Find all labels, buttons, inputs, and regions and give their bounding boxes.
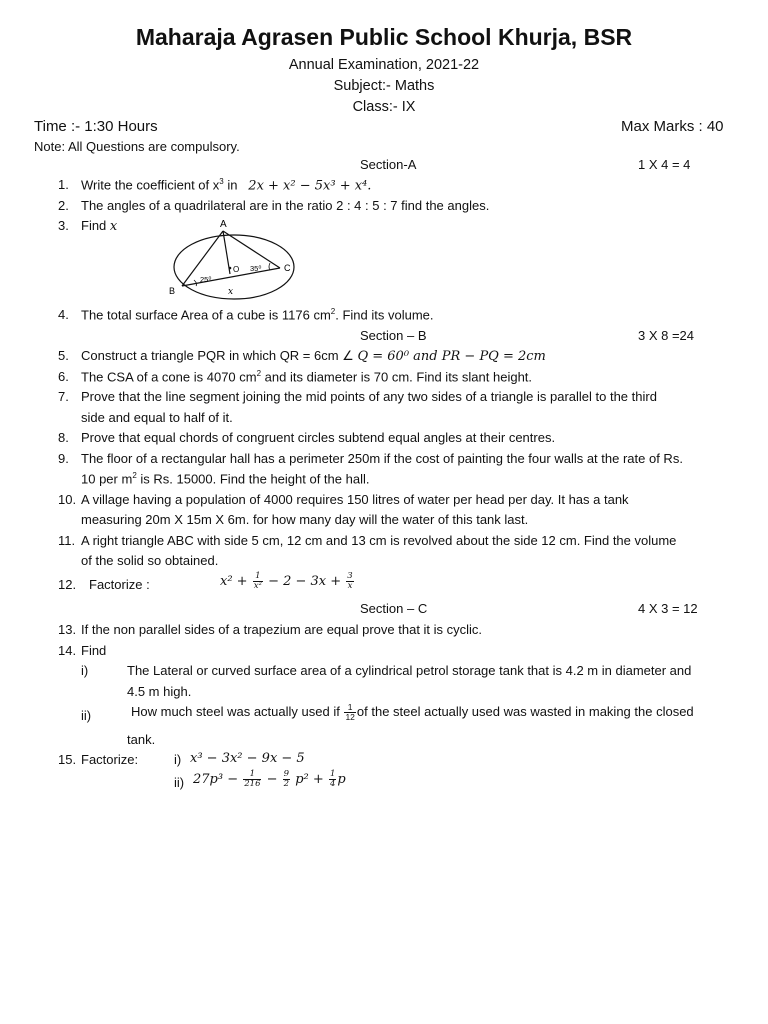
section-a-title: Section-A <box>360 157 417 172</box>
q6-after: and its diameter is 70 cm. Find its slant height. <box>261 369 533 385</box>
center-point <box>229 267 232 270</box>
q9-line1: The floor of a rectangular hall has a perimeter 250m if the cost of painting the four walls at the rate of Rs. <box>81 451 683 466</box>
q1-text: Write the coefficient of x <box>81 177 220 193</box>
q14-ii-line1: How much steel was actually used if $\frac{1}{12}$ of the steel actually used was wasted in making the closed <box>131 702 694 722</box>
q9-line2a: 10 per m <box>81 471 133 487</box>
label-a: A <box>220 219 227 230</box>
q12-expression: x² + $\frac{1}{\text{x²}}$ − 2 − 3x + $\frac{3}{x}$ <box>220 571 353 591</box>
q10-line2: measuring 20m X 15m X 6m. for how many day will the water of this tank last. <box>81 512 529 527</box>
q15-text: Factorize: <box>81 752 139 767</box>
school-name: Maharaja Agrasen Public School Khurja, BSR <box>135 24 633 50</box>
q8-text: Prove that equal chords of congruent circles subtend equal angles at their centres. <box>81 430 556 445</box>
q4-text: The total surface Area of a cube is 1176 cm <box>81 307 331 323</box>
q13-text: If the non parallel sides of a trapezium are equal prove that it is cyclic. <box>81 622 483 637</box>
q1-number: 1. <box>58 177 69 192</box>
section-b-marks: 3 X 8 =24 <box>638 328 695 343</box>
section-c-marks: 4 X 3 = 12 <box>638 601 698 616</box>
q7-line2: side and equal to half of it. <box>81 410 233 425</box>
circle-diagram <box>160 212 310 307</box>
q7-number: 7. <box>58 389 69 404</box>
label-o: O <box>233 265 240 274</box>
q11-line2: of the solid so obtained. <box>81 553 219 568</box>
q14-i-label: i) <box>81 663 89 678</box>
q9-line2b: is Rs. 15000. Find the height of the hall. <box>136 471 370 487</box>
q5-text: Construct a triangle PQR in which QR = 6cm ∠ <box>81 348 354 363</box>
q14-i-line2: 4.5 m high. <box>127 684 192 699</box>
section-c-title: Section – C <box>360 601 428 616</box>
q6-sup: 2 <box>256 369 262 378</box>
q6-text: The CSA of a cone is 4070 cm <box>81 369 257 385</box>
label-b: B <box>169 286 176 296</box>
angle-35-label: 35⁰ <box>250 264 262 273</box>
q2-number: 2. <box>58 198 69 213</box>
q5-number: 5. <box>58 348 69 363</box>
label-x: x <box>228 287 234 297</box>
q1-after: in <box>223 177 238 193</box>
q3-text: Find <box>81 218 107 233</box>
q10-number: 10. <box>58 492 77 507</box>
angle-25-label: 25⁰ <box>200 275 212 284</box>
q7-line1: Prove that the line segment joining the mid points of any two sides of a triangle is parallel to the third <box>81 389 657 404</box>
q1-sup: 3 <box>219 177 224 186</box>
exam-title: Annual Examination, 2021-22 <box>288 57 480 73</box>
q14-number: 14. <box>58 643 77 658</box>
q15-ii-label: ii) <box>174 775 185 790</box>
note: Note: All Questions are compulsory. <box>34 139 240 154</box>
q4-sup: 2 <box>330 307 336 316</box>
q14-text: Find <box>81 643 107 658</box>
q6-number: 6. <box>58 369 69 384</box>
q15-number: 15. <box>58 752 77 767</box>
section-a-marks: 1 X 4 = 4 <box>638 157 691 172</box>
q4-number: 4. <box>58 307 69 322</box>
q3-number: 3. <box>58 218 69 233</box>
q1-expression: 2x + x² − 5x³ + x⁴. <box>248 178 372 194</box>
q15-ii-expression: 27p³ − $\frac{1}{216}$ − $\frac{9}{2}$ p² + $\frac{1}{4}$ p <box>193 769 346 789</box>
q2-text: The angles of a quadrilateral are in the ratio 2 : 4 : 5 : 7 find the angles. <box>81 198 490 213</box>
q13-number: 13. <box>58 622 77 637</box>
q12-number: 12. <box>58 577 77 592</box>
q14-ii-label: ii) <box>81 708 92 723</box>
q11-line1: A right triangle ABC with side 5 cm, 12 cm and 13 cm is revolved about the side 12 cm. Find the volume <box>81 533 677 548</box>
q3-variable: x <box>109 219 118 234</box>
q4-after: . Find its volume. <box>335 307 434 323</box>
q15-i-label: i) <box>174 752 182 767</box>
q12-text: Factorize : <box>89 577 150 592</box>
max-marks: Max Marks : 40 <box>621 118 724 135</box>
q10-line1: A village having a population of 4000 requires 150 litres of water per head per day. It has a tank <box>81 492 629 507</box>
class: Class:- IX <box>352 99 416 115</box>
angle-arc-c <box>269 263 270 270</box>
time: Time :- 1:30 Hours <box>34 118 158 135</box>
q15-i-expression: x³ − 3x² − 9x − 5 <box>190 751 305 766</box>
section-b-title: Section – B <box>360 328 427 343</box>
q14-ii-line2: tank. <box>127 732 156 747</box>
label-c: C <box>284 263 291 273</box>
q11-number: 11. <box>58 533 76 548</box>
q5-expression: Q = 60⁰ and PR − PQ = 2cm <box>357 349 546 364</box>
subject: Subject:- Maths <box>333 78 435 94</box>
q14-i-line1: The Lateral or curved surface area of a cylindrical petrol storage tank that is 4.2 m in diameter and <box>127 663 692 678</box>
q8-number: 8. <box>58 430 69 445</box>
q9-sup: 2 <box>132 471 137 480</box>
q9-number: 9. <box>58 451 69 466</box>
